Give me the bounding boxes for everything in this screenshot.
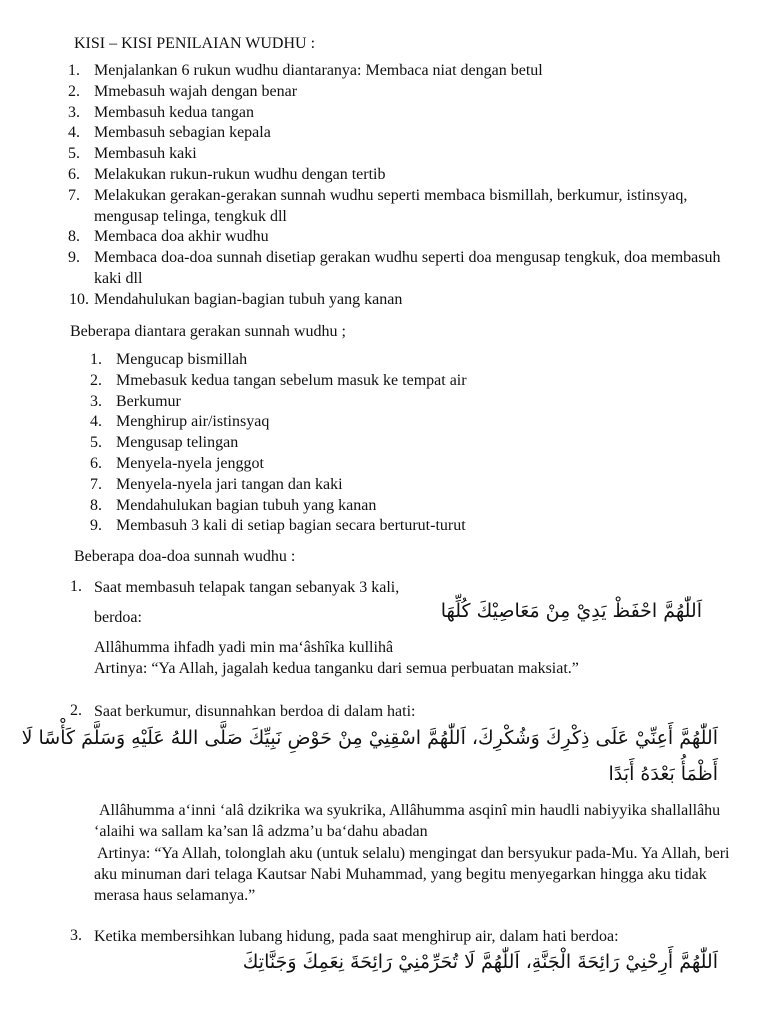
doa-number: 2. — [70, 702, 82, 719]
list-item: 5. Membasuh kaki — [68, 145, 197, 163]
list-item: 5. Mengusap telingan — [90, 434, 239, 452]
list-item: 6. Melakukan rukun-rukun wudhu dengan tertib — [68, 165, 386, 183]
list-item: 2. Mmebasuh wajah dengan benar — [68, 82, 298, 100]
doa-heading: Beberapa doa-doa sunnah wudhu : — [74, 548, 296, 565]
doa-translation: Artinya: “Ya Allah, jagalah kedua tanganku dari semua perbuatan maksiat.” — [94, 660, 579, 677]
list-item: 4. Menghirup air/istinsyaq — [90, 413, 270, 431]
doa-berdoa-label: berdoa: — [94, 609, 142, 626]
doa-latin: Allâhumma ihfadh yadi min ma‘âshîka kullihâ — [94, 639, 394, 656]
page-title: KISI – KISI PENILAIAN WUDHU : — [74, 35, 316, 52]
list-item: 1. Menjalankan 6 rukun wudhu diantaranya: Membaca niat dengan betul — [68, 62, 543, 79]
list-item: 8. Membaca doa akhir wudhu — [68, 228, 269, 246]
list-item: 8. Mendahulukan bagian tubuh yang kanan — [90, 496, 377, 514]
list-item: 7. Menyela-nyela jari tangan dan kaki — [90, 475, 343, 493]
doa-arabic-text: اَللّٰهُمَّ احْفَظْ يَدِيْ مِنْ مَعَاصِيْكَ كُلِّهَا — [440, 600, 702, 622]
list-item: 9. Membasuh 3 kali di setiap bagian secara berturut-turut — [90, 517, 466, 535]
criteria-list — [68, 61, 734, 311]
list-item: 3. Membasuh kedua tangan — [68, 103, 254, 121]
list-item: 6. Menyela-nyela jenggot — [90, 454, 264, 472]
list-item: 1. Mengucap bismillah — [90, 351, 248, 368]
doa-number: 3. — [70, 927, 82, 944]
doa-arabic-text: اَللّٰهُمَّ أَرِحْنِيْ رَائِحَةَ الْجَنَّةِ، اَللّٰهُمَّ لَا تُحَرِّمْنِيْ رَائِحَةَ نِعَمِكَ وَجَنَّاتِكَ — [242, 951, 718, 973]
list-item: 3. Berkumur — [90, 392, 181, 410]
doa-intro: Saat membasuh telapak tangan sebanyak 3 kali, — [94, 579, 400, 596]
sunnah-heading: Beberapa diantara gerakan sunnah wudhu ; — [70, 323, 346, 340]
doa-number: 1. — [70, 578, 82, 595]
list-item: 7. Melakukan gerakan-gerakan sunnah wudhu seperti membaca bismillah, berkumur, istinsyaq, mengusap telinga, tengkuk dll — [68, 186, 688, 225]
doa-intro: Saat berkumur, disunnahkan berdoa di dalam hati: — [94, 703, 416, 720]
doa-latin: Allâhumma a‘inni ‘alâ dzikrika wa syukrika, Allâhumma asqinî min haudli nabiyyika shallallâhu ‘alaihi wa sallam ka’san lâ adzma’u ba‘dahu abadan — [94, 802, 721, 840]
list-item: 2. Mmebasuk kedua tangan sebelum masuk ke tempat air — [90, 371, 467, 389]
doa-translation: Artinya: “Ya Allah, tolonglah aku (untuk selalu) mengingat dan bersyukur pada-Mu. Ya Allah, beri aku minuman dari telaga Kautsar Nabi Muhammad, yang begitu menyegarkan hingga aku tidak merasa haus selamanya.” — [94, 845, 730, 904]
sunnah-moves-list — [90, 350, 716, 537]
doa-intro: Ketika membersihkan lubang hidung, pada saat menghirup air, dalam hati berdoa: — [94, 928, 619, 945]
doa-arabic-text: أَظْمَأُ بَعْدَهُ أَبَدًا — [608, 763, 718, 785]
list-item: 9. Membaca doa-doa sunnah disetiap gerakan wudhu seperti doa mengusap tengkuk, doa membasuh kaki dll — [68, 249, 721, 287]
list-item: 4. Membasuh sebagian kepala — [68, 124, 271, 142]
doa-arabic-text: اَللّٰهُمَّ أَعِنِّيْ عَلَى ذِكْرِكَ وَشُكْرِكَ، اَللّٰهُمَّ اسْقِنِيْ مِنْ حَوْضِ نَبِيِّكَ صَلَّى اللهُ عَلَيْهِ وَسَلَّمَ كَأْسًا لَا — [21, 727, 718, 749]
list-item: 10. Mendahulukan bagian-bagian tubuh yang kanan — [69, 290, 403, 308]
